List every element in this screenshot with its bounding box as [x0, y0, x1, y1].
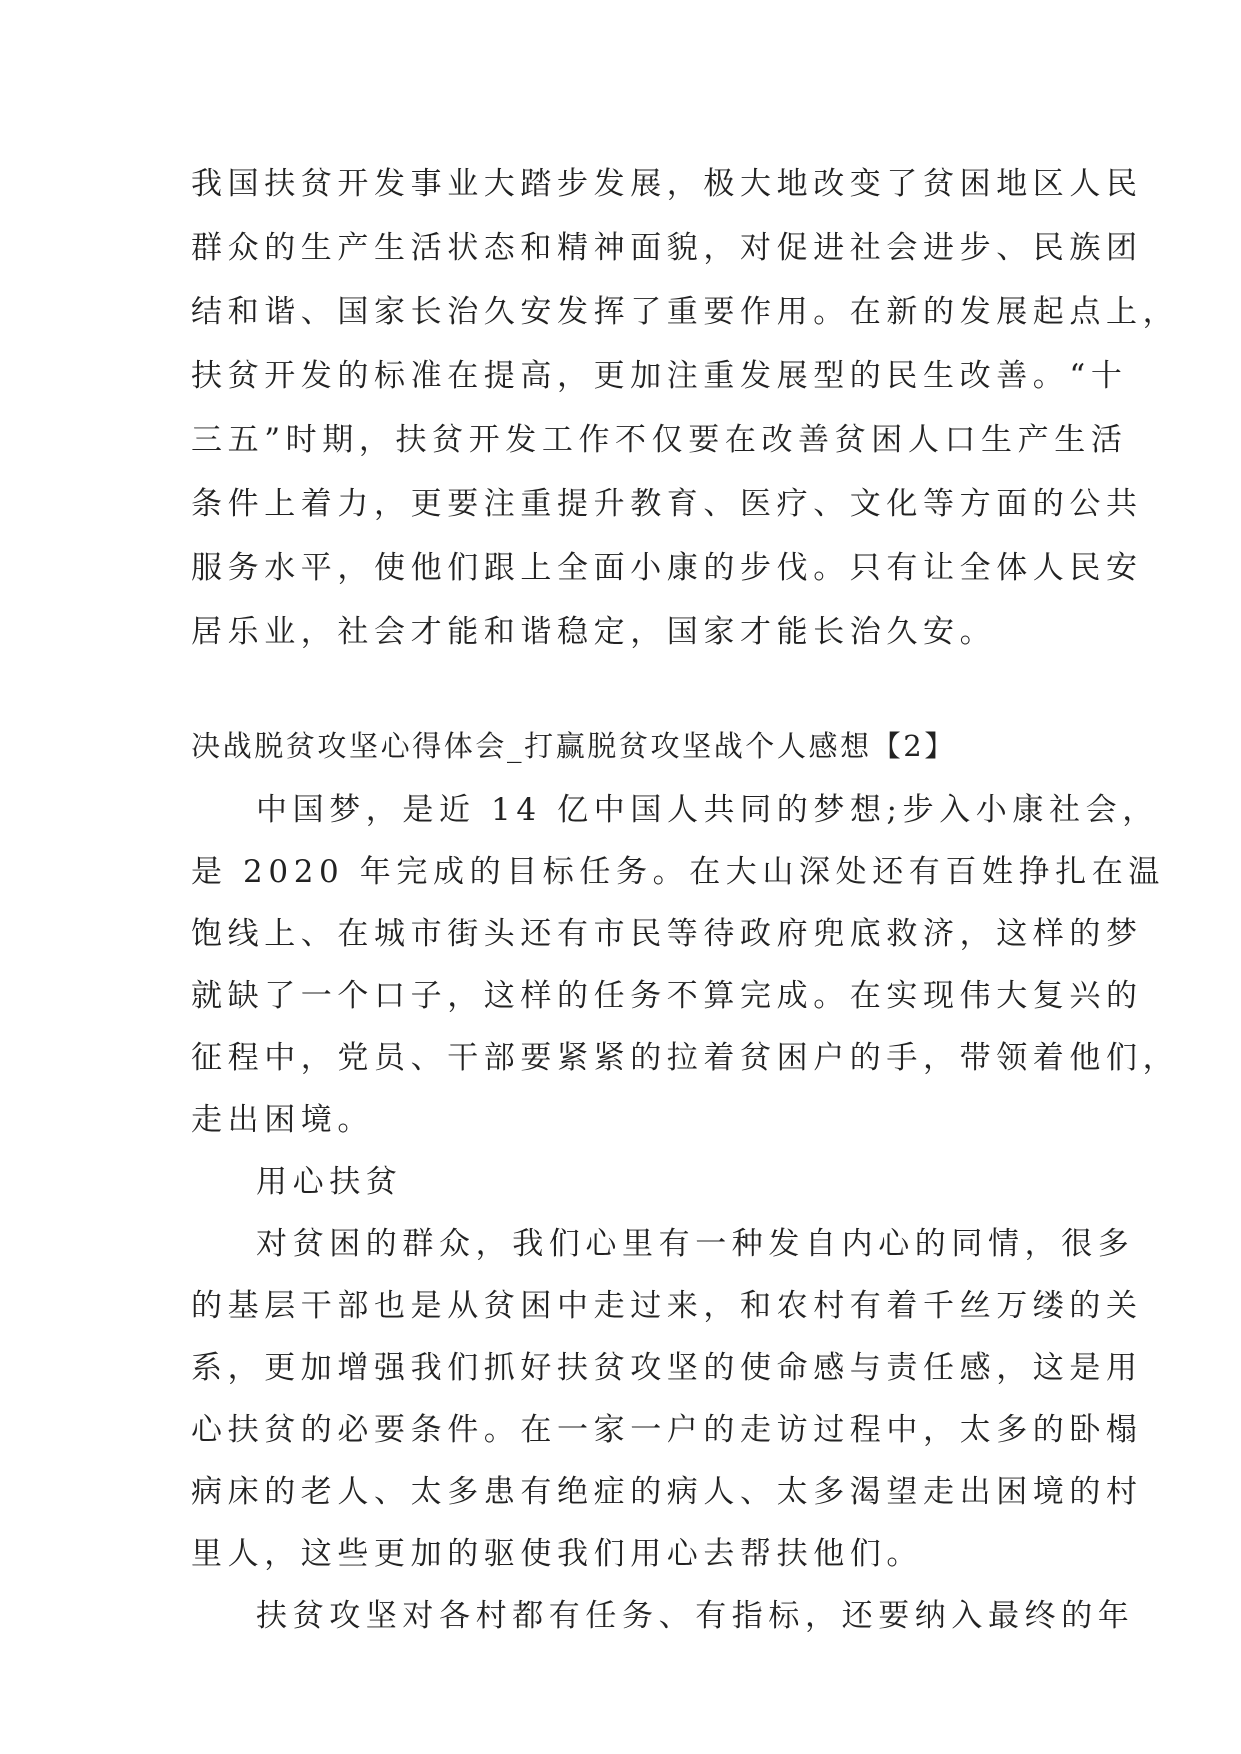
body-text-line: 扶贫开发的标准在提高，更加注重发展型的民生改善。“十 [191, 358, 1128, 394]
body-text-line: 扶贫攻坚对各村都有任务、有指标，还要纳入最终的年 [256, 1598, 1135, 1634]
body-text-line: 病床的老人、太多患有绝症的病人、太多渴望走出困境的村 [191, 1474, 1143, 1510]
body-text-line: 的基层干部也是从贫困中走过来，和农村有着千丝万缕的关 [191, 1288, 1143, 1324]
body-text-line: 服务水平，使他们跟上全面小康的步伐。只有让全体人民安 [191, 550, 1143, 586]
body-text-line: 群众的生产生活状态和精神面貌，对促进社会进步、民族团 [191, 230, 1143, 266]
body-text-line: 结和谐、国家长治久安发挥了重要作用。在新的发展起点上， [191, 294, 1180, 330]
body-text-line: 三五”时期，扶贫开发工作不仅要在改善贫困人口生产生活 [191, 422, 1128, 458]
body-text-line: 走出困境。 [191, 1102, 374, 1138]
body-text-line: 中国梦，是近 14 亿中国人共同的梦想;步入小康社会， [256, 792, 1159, 828]
body-text-line: 心扶贫的必要条件。在一家一户的走访过程中，太多的卧榻 [191, 1412, 1143, 1448]
body-text-line: 里人，这些更加的驱使我们用心去帮扶他们。 [191, 1536, 923, 1572]
body-text-line: 系，更加增强我们抓好扶贫攻坚的使命感与责任感，这是用 [191, 1350, 1143, 1386]
body-text-line: 条件上着力，更要注重提升教育、医疗、文化等方面的公共 [191, 486, 1143, 522]
body-text-line: 饱线上、在城市街头还有市民等待政府兜底救济，这样的梦 [191, 916, 1143, 952]
section-heading: 决战脱贫攻坚心得体会_打赢脱贫攻坚战个人感想【2】 [191, 729, 956, 763]
body-text-line: 是 2020 年完成的目标任务。在大山深处还有百姓挣扎在温 [191, 854, 1165, 890]
body-text-line: 我国扶贫开发事业大踏步发展，极大地改变了贫困地区人民 [191, 166, 1143, 202]
body-text-line: 征程中，党员、干部要紧紧的拉着贫困户的手，带领着他们， [191, 1040, 1180, 1076]
body-text-line: 居乐业，社会才能和谐稳定，国家才能长治久安。 [191, 614, 997, 650]
body-text-line: 对贫困的群众，我们心里有一种发自内心的同情，很多 [256, 1226, 1135, 1262]
body-text-line: 就缺了一个口子，这样的任务不算完成。在实现伟大复兴的 [191, 978, 1143, 1014]
subheading: 用心扶贫 [256, 1164, 403, 1200]
